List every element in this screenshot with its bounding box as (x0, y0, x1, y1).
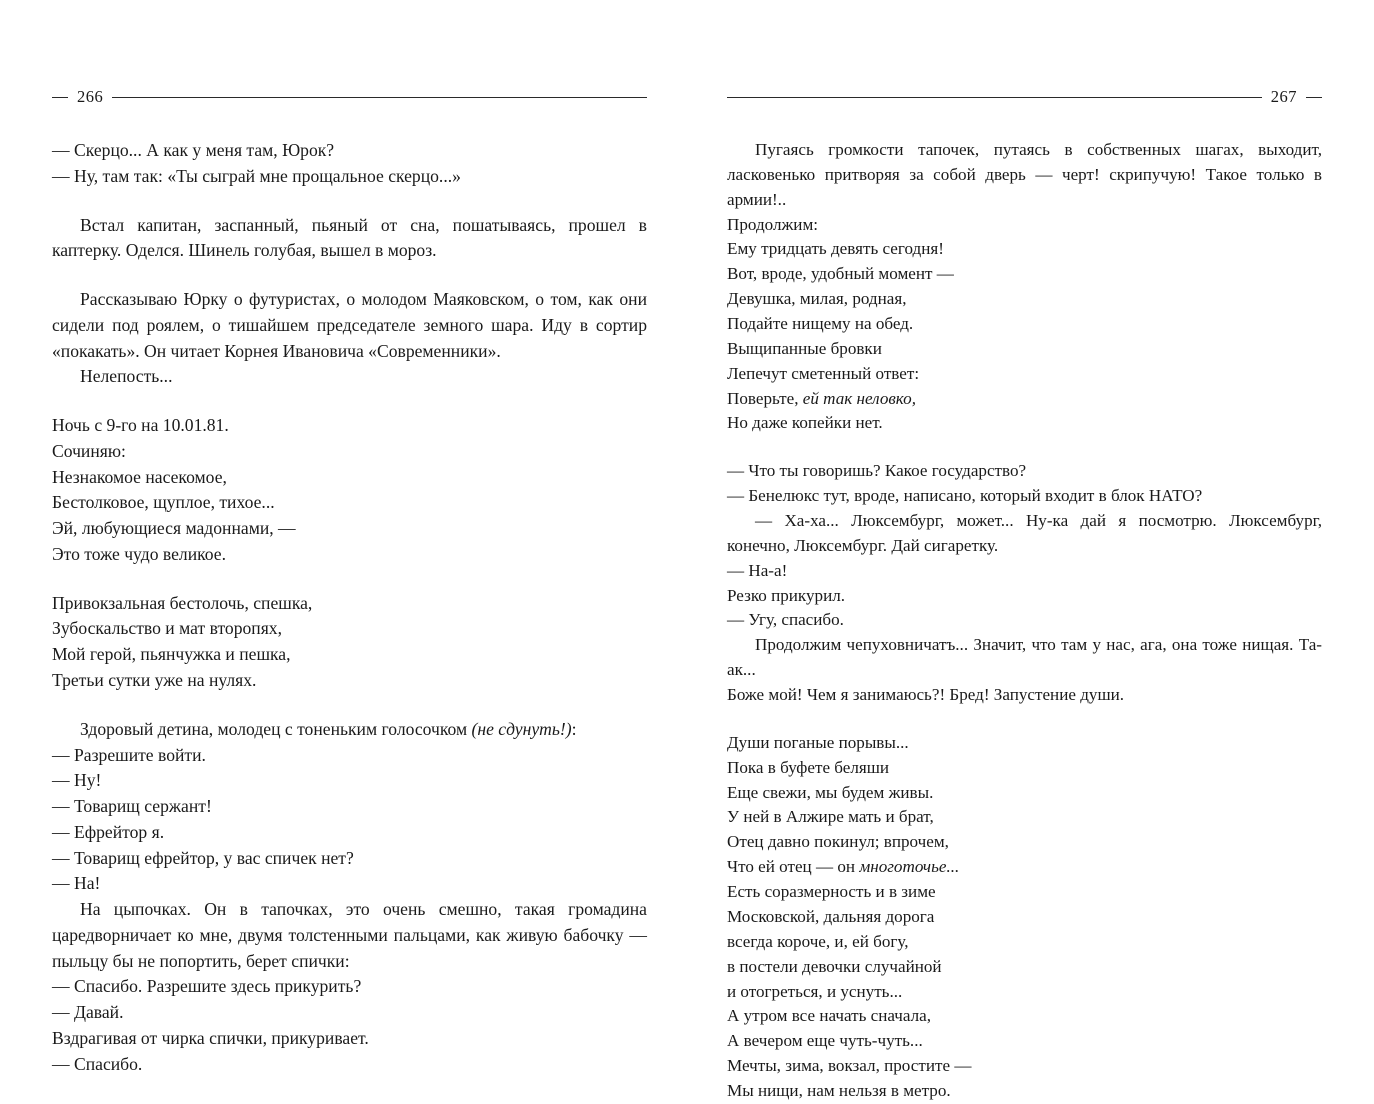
paragraph-spacer (52, 568, 647, 591)
running-head-left (52, 86, 647, 108)
verse-line: Отец давно покинул; впрочем, (727, 832, 949, 852)
verse-line: Незнакомое насекомое, (52, 466, 227, 487)
paragraph-spacer (727, 436, 1322, 459)
verse-line: А утром все начать сначала, (727, 1006, 932, 1026)
right-page (687, 0, 1374, 1100)
text-line: Сочиняю: (52, 440, 126, 461)
text-line: — Давай. (52, 1002, 124, 1023)
verse-line-with-italic (727, 387, 1322, 412)
verse-text: Поверьте, (727, 388, 803, 408)
verse-line: Выщипанные бровки (727, 338, 882, 358)
right-page-text (727, 138, 1322, 1104)
paragraph-spacer (52, 264, 647, 287)
text-line: Боже мой! Чем я занимаюсь?! Бред! Запустение души. (727, 685, 1125, 705)
text-line: Продолжим: (727, 214, 819, 234)
paragraph-tail: : (571, 718, 577, 739)
verse-line: Вот, вроде, удобный момент — (727, 264, 954, 284)
verse-line: Ему тридцать девять сегодня! (727, 239, 944, 259)
paragraph: Встал капитан, заспанный, пьяный от сна, пошатываясь, прошел в каптерку. Оделся. Шинель голубая, вышел в мороз. (52, 214, 647, 261)
verse-line: Пока в буфете беляши (727, 757, 890, 777)
verse-line: в постели девочки случайной (727, 956, 942, 976)
verse-line: Но даже копейки нет. (727, 413, 883, 433)
rule-left-inner (112, 97, 647, 98)
text-line: — Угу, спасибо. (727, 610, 844, 630)
paragraph-spacer (52, 694, 647, 717)
verse-line: У ней в Алжире мать и брат, (727, 807, 934, 827)
text-line: Ночь с 9-го на 10.01.81. (52, 415, 229, 436)
rule-right-inner (727, 97, 1262, 98)
italic-phrase: многоточье... (859, 857, 960, 877)
italic-phrase: ей так неловко, (802, 388, 916, 408)
verse-line: Еще свежи, мы будем живы. (727, 782, 934, 802)
verse-line: Лепечут сметенный ответ: (727, 363, 920, 383)
text-line: — Разрешите войти. (52, 744, 206, 765)
paragraph-spacer (52, 190, 647, 213)
text-line: — На-а! (727, 560, 788, 580)
left-page (0, 0, 687, 1080)
text-line: — Ну! (52, 770, 102, 791)
text-line: — Товарищ сержант! (52, 796, 212, 817)
verse-line: Девушка, милая, родная, (727, 289, 907, 309)
rule-left-outer (52, 97, 68, 98)
paragraph: Пугаясь громкости тапочек, путаясь в собственных шагах, выходит, ласковенько притворяя за собой дверь — черт! скрипучую! Такое только в армии!.. (727, 140, 1322, 209)
text-line: — Спасибо. Разрешите здесь прикурить? (52, 976, 362, 997)
verse-line: Есть соразмерность и в зиме (727, 882, 936, 902)
text-line: — Спасибо. (52, 1053, 143, 1074)
text-line: Вздрагивая от чирка спички, прикуривает. (52, 1027, 369, 1048)
text-line: — Товарищ ефрейтор, у вас спичек нет? (52, 847, 354, 868)
page-number-right: 267 (1270, 87, 1297, 106)
verse-line: Зубоскальство и мат второпях, (52, 618, 282, 639)
text-line: Резко прикурил. (727, 585, 846, 605)
verse-line: Это тоже чудо великое. (52, 543, 226, 564)
text-line: — Скерцо... А как у меня там, Юрок? (52, 140, 335, 160)
text-line: — На! (52, 873, 101, 894)
paragraph-spacer (727, 708, 1322, 731)
paragraph: — Ха-ха... Люксембург, может... Ну-ка дай я посмотрю. Люксембург, конечно, Люксембург. Дай сигаретку. (727, 511, 1322, 555)
verse-line: Души поганые порывы... (727, 732, 909, 752)
paragraph: На цыпочках. Он в тапочках, это очень смешно, такая громадина царедворничает ко мне, двумя толстенными пальцами, как живую бабочку — пыльцу бы не попортить, берет спички: (52, 899, 647, 971)
left-page-text (52, 138, 647, 1078)
verse-text: Что ей отец — он (727, 857, 860, 877)
verse-line: Мечты, зима, вокзал, простите — (727, 1056, 972, 1076)
verse-line: Московской, дальняя дорога (727, 906, 935, 926)
verse-line: А вечером еще чуть-чуть... (727, 1031, 923, 1051)
paragraph-spacer (52, 390, 647, 413)
text-line: — Ну, там так: «Ты сыграй мне прощальное скерцо...» (52, 165, 461, 186)
text-line: — Бенелюкс тут, вроде, написано, который входит в блок НАТО? (727, 486, 1203, 506)
verse-line: Бестолковое, щуплое, тихое... (52, 492, 275, 513)
italic-phrase: (не сдунуть!) (471, 718, 572, 739)
verse-line: Эй, любующиеся мадоннами, — (52, 518, 296, 539)
text-line: — Ефрейтор я. (52, 821, 165, 842)
paragraph-text: Здоровый детина, молодец с тоненьким голосочком (80, 718, 472, 739)
text-line: — Что ты говоришь? Какое государство? (727, 461, 1027, 481)
rule-right-outer (1306, 97, 1322, 98)
running-head-right (727, 86, 1322, 108)
paragraph-with-italic (52, 717, 647, 743)
verse-line: Третьи сутки уже на нулях. (52, 670, 257, 691)
verse-line: Подайте нищему на обед. (727, 314, 914, 334)
verse-line: Привокзальная бестолочь, спешка, (52, 592, 313, 613)
paragraph: Продолжим чепуховничатъ... Значит, что там у нас, ага, она тоже нищая. Та-ак... (727, 635, 1322, 680)
verse-line: и отогреться, и уснуть... (727, 981, 903, 1001)
verse-line-with-italic (727, 855, 1322, 880)
verse-line: Мы нищи, нам нельзя в метро. (727, 1080, 951, 1100)
paragraph: Рассказываю Юрку о футуристах, о молодом Маяковском, о том, как они сидели под роялем, о тишайшем председателе земного шара. Иду в сортир «покакать». Он читает Корнея Ивановича «Современники». (52, 289, 647, 361)
text-line: Нелепость... (80, 366, 173, 387)
verse-line: Мой герой, пьянчужка и пешка, (52, 644, 291, 665)
verse-line: всегда короче, и, ей богу, (727, 931, 909, 951)
page-number-left: 266 (77, 87, 104, 106)
